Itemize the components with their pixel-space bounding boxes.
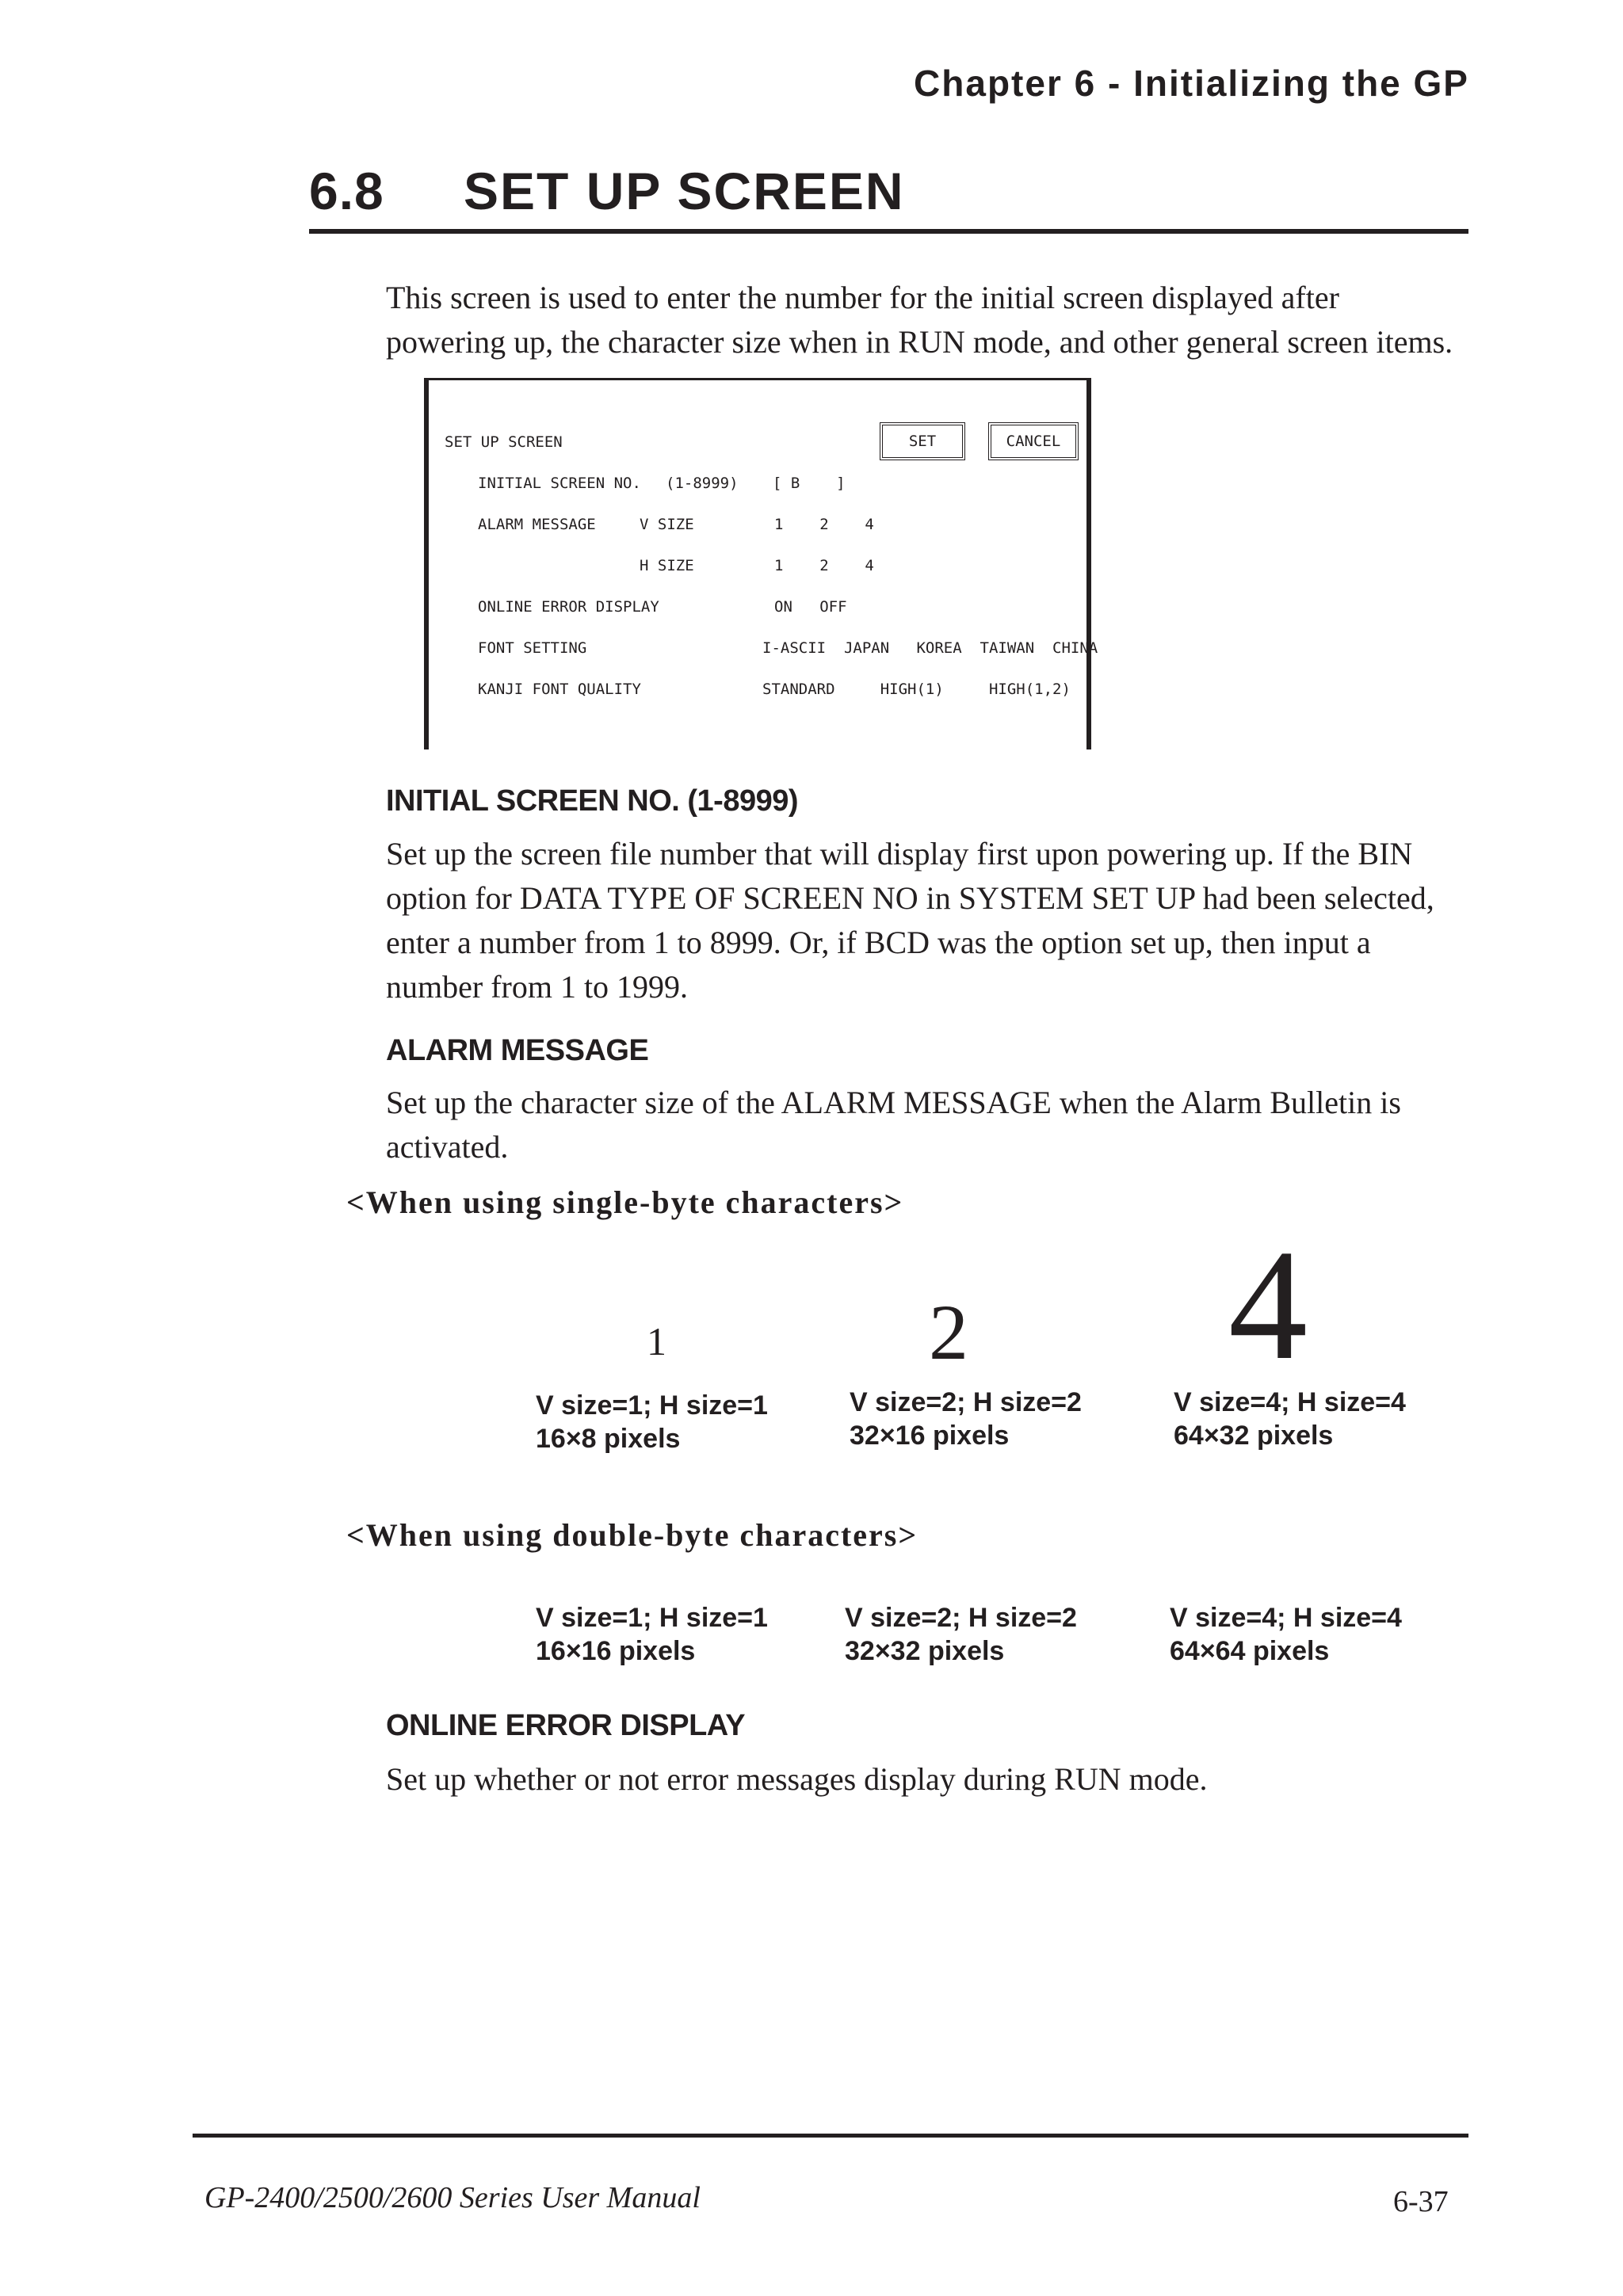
initial-screen-range: (1-8999) <box>666 475 739 492</box>
double-size-1-caption <box>536 1601 768 1668</box>
single-byte-heading: <When using single-byte characters> <box>346 1184 904 1220</box>
initial-screen-paragraph: Set up the screen file number that will display first upon powering up. If the BIN option for DATA TYPE OF SCREEN NO in SYSTEM SET UP had been selected, enter a number from 1 to 8999. Or, if BCD was the option set up, then input a number from 1 to 1999. <box>386 836 1434 1005</box>
caption-size: V size=4; H size=4 <box>1174 1387 1406 1417</box>
h-size-options[interactable]: 1 2 4 <box>774 557 874 574</box>
set-button[interactable]: SET <box>880 422 965 460</box>
caption-pixels: 32×32 pixels <box>845 1636 1005 1666</box>
double-size-4-caption <box>1170 1601 1402 1668</box>
caption-pixels: 64×32 pixels <box>1174 1421 1334 1451</box>
alarm-message-label: ALARM MESSAGE <box>478 516 596 533</box>
glyph-size-2: 2 <box>929 1288 968 1376</box>
caption-pixels: 16×16 pixels <box>536 1636 696 1666</box>
kanji-quality-options[interactable]: STANDARD HIGH(1) HIGH(1,2) <box>762 681 1071 698</box>
double-size-2-caption <box>845 1601 1077 1668</box>
figure-frame-right <box>1086 378 1091 749</box>
chapter-header: Chapter 6 - Initializing the GP <box>914 63 1469 104</box>
v-size-label: V SIZE <box>640 516 694 533</box>
setup-screen-figure <box>424 378 1098 749</box>
glyph-size-4: 4 <box>1228 1218 1308 1393</box>
online-error-heading: ONLINE ERROR DISPLAY <box>386 1709 746 1742</box>
single-size-4-caption <box>1174 1386 1406 1452</box>
screen-title: SET UP SCREEN <box>445 433 563 451</box>
footer-manual-title: GP-2400/2500/2600 Series User Manual <box>204 2181 701 2214</box>
initial-screen-label: INITIAL SCREEN NO. <box>478 475 641 492</box>
cancel-button[interactable]: CANCEL <box>988 422 1079 460</box>
caption-size: V size=2; H size=2 <box>850 1387 1082 1417</box>
glyph-size-1: 1 <box>647 1319 666 1363</box>
intro-paragraph: This screen is used to enter the number for the initial screen displayed after powering up, the character size when in RUN mode, and other general screen items. <box>386 280 1453 360</box>
footer-page-number: 6-37 <box>1393 2185 1449 2218</box>
kanji-quality-label: KANJI FONT QUALITY <box>478 681 641 698</box>
caption-size: V size=1; H size=1 <box>536 1603 768 1633</box>
initial-screen-input[interactable]: [ B ] <box>773 475 846 492</box>
single-size-2-caption <box>850 1386 1082 1452</box>
online-error-options[interactable]: ON OFF <box>774 598 847 616</box>
caption-pixels: 16×8 pixels <box>536 1424 681 1454</box>
alarm-message-paragraph: Set up the character size of the ALARM MESSAGE when the Alarm Bulletin is activated. <box>386 1085 1401 1165</box>
online-error-label: ONLINE ERROR DISPLAY <box>478 598 659 616</box>
caption-size: V size=2; H size=2 <box>845 1603 1077 1633</box>
alarm-message-heading: ALARM MESSAGE <box>386 1034 649 1067</box>
caption-pixels: 64×64 pixels <box>1170 1636 1330 1666</box>
font-setting-options[interactable]: I-ASCII JAPAN KOREA TAIWAN CHINA <box>762 639 1098 657</box>
initial-screen-heading: INITIAL SCREEN NO. (1-8999) <box>386 784 799 818</box>
caption-size: V size=4; H size=4 <box>1170 1603 1402 1633</box>
v-size-options[interactable]: 1 2 4 <box>774 516 874 533</box>
double-byte-heading: <When using double-byte characters> <box>346 1517 918 1553</box>
h-size-label: H SIZE <box>640 557 694 574</box>
caption-size: V size=1; H size=1 <box>536 1390 768 1421</box>
font-setting-label: FONT SETTING <box>478 639 587 657</box>
caption-pixels: 32×16 pixels <box>850 1421 1010 1451</box>
section-title: SET UP SCREEN <box>464 162 905 220</box>
figure-frame-left <box>424 378 429 749</box>
single-size-1-caption <box>536 1389 768 1455</box>
online-error-paragraph: Set up whether or not error messages display during RUN mode. <box>386 1761 1208 1797</box>
footer-rule <box>193 2134 1468 2138</box>
figure-frame-top <box>424 378 1091 380</box>
section-number: 6.8 <box>309 162 384 220</box>
title-rule <box>309 229 1468 234</box>
